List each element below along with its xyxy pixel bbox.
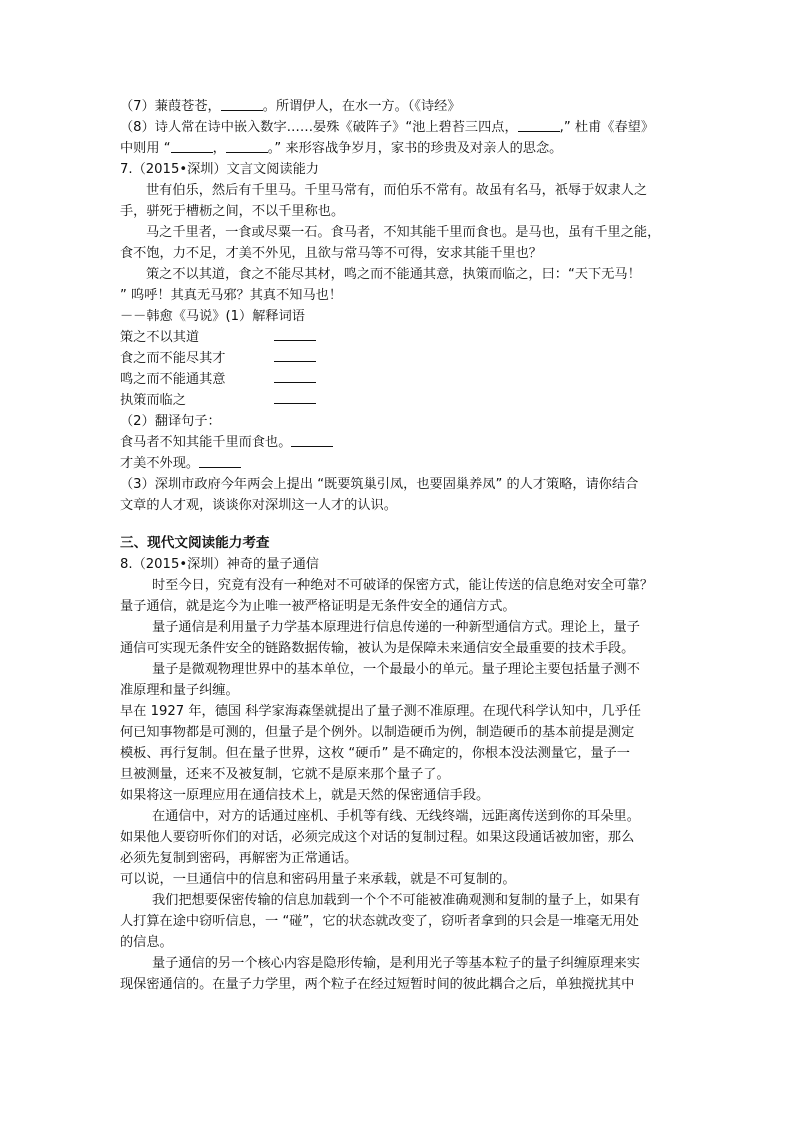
word-row (120, 369, 680, 390)
passage-line: 人打算在途中窃听信息，一 “碰”，它的状态就改变了，窃听者拿到的只会是一堆毫无用处 (120, 914, 639, 929)
passage-line: 必须先复制到密码，再解密为正常通话。 (120, 851, 358, 866)
q7-heading: 7.（2015•深圳）文言文阅读能力 (120, 162, 319, 177)
passage-line: 准原理和量子纠缠。 (120, 683, 239, 698)
poetry-q8-line1: （8）诗人常在诗中嵌入数字……晏殊《破阵子》“池上碧苔三四点， ,” 杜甫《春望》 (120, 120, 655, 135)
answer-blank[interactable] (274, 348, 316, 362)
word-term: 执策而临之 (120, 393, 186, 408)
answer-blank[interactable] (274, 369, 316, 383)
section-title: 三、现代文阅读能力考查 (120, 535, 270, 551)
answer-blank[interactable] (171, 139, 213, 153)
passage-line: 旦被测量，还来不及被复制，它就不是原来那个量子了。 (120, 767, 450, 782)
word-row (120, 327, 680, 348)
q7-passage-line: 手，骈死于槽枥之间，不以千里称也。 (120, 204, 345, 219)
poetry-q8-line2: 中则用 “ ， 。” 来形容战争岁月，家书的珍贵及对亲人的思念。 (120, 141, 563, 156)
poetry-q7: （7）蒹葭苍苍， 。所谓伊人，在水一方。（《诗经》 (120, 99, 461, 114)
q7-passage-line: 食不饱，力不足，才美不外见，且欲与常马等不可得，安求其能千里也？ (120, 246, 542, 261)
passage-line: 如果他人要窃听你们的对话，必须完成这个对话的复制过程。如果这段通话被加密，那么 (120, 830, 635, 845)
passage-line: 模板、再行复制。但在量子世界，这枚 “硬币” 是不确定的，你根本没法测量它，量子一 (120, 746, 630, 761)
passage-line: 通信可实现无条件安全的链路数据传输，被认为是保障未来通信安全最重要的技术手段。 (120, 641, 635, 656)
answer-blank[interactable] (226, 139, 268, 153)
passage-line: 在通信中，对方的话通过座机、手机等有线、无线终端，远距离传送到你的耳朵里。 (152, 809, 640, 824)
q7-passage-line: ” 呜呼！其真无马邪？其真不知马也！ (120, 288, 343, 303)
q7-passage-line: 马之千里者，一食或尽粟一石。食马者，不知其能千里而食也。是马也，虽有千里之能， (146, 225, 661, 240)
passage-line: 时至今日，究竟有没有一种绝对不可破译的保密方式，能让传送的信息绝对安全可靠？ (152, 578, 654, 593)
word-row (120, 390, 680, 411)
answer-blank[interactable] (221, 97, 263, 111)
answer-blank[interactable] (518, 118, 560, 132)
passage-line: 可以说，一旦通信中的信息和密码用量子来承载，就是不可复制的。 (120, 872, 516, 887)
answer-blank[interactable] (274, 327, 316, 341)
q7-q3-line: 文章的人才观，谈谈你对深圳这一人才的认识。 (120, 498, 397, 513)
q7-source: －－韩愈《马说》(1）解释词语 (120, 309, 305, 324)
q7-passage-line: 世有伯乐，然后有千里马。千里马常有，而伯乐不常有。故虽有名马，祇辱于奴隶人之 (146, 183, 648, 198)
translate-row: 才美不外现。 (120, 453, 680, 474)
passage-line: 的信息。 (120, 935, 173, 950)
q7-q3-line: （3）深圳市政府今年两会上提出 “既要筑巢引凤，也要固巢养凤” 的人才策略，请你结合 (120, 477, 639, 492)
passage-line: 如果将这一原理应用在通信技术上，就是天然的保密通信手段。 (120, 788, 490, 803)
passage-line: 何已知事物都是可测的，但量子是个例外。以制造硬币为例，制造硬币的基本前提是测定 (120, 725, 635, 740)
q8-passage (120, 575, 680, 995)
word-term: 食之而不能尽其才 (120, 351, 226, 366)
word-term: 策之不以其道 (120, 330, 200, 345)
answer-blank[interactable] (291, 433, 333, 447)
q7-passage-line: 策之不以其道，食之不能尽其材，鸣之而不能通其意，执策而临之，曰：“天下无马！ (146, 267, 641, 282)
passage-line: 现保密通信的。在量子力学里，两个粒子在经过短暂时间的彼此耦合之后，单独搅扰其中 (120, 977, 635, 992)
passage-line: 早在 1927 年，德国 科学家海森堡就提出了量子测不准原理。在现代科学认知中，几乎任 (120, 704, 641, 719)
answer-blank[interactable] (199, 454, 241, 468)
passage-line: 量子通信的另一个核心内容是隐形传输，是利用光子等基本粒子的量子纠缠原理来实 (152, 956, 640, 971)
q8-heading: 8.（2015•深圳）神奇的量子通信 (120, 557, 319, 572)
passage-line: 量子通信，就是迄今为止唯一被严格证明是无条件安全的通信方式。 (120, 599, 516, 614)
answer-blank[interactable] (274, 390, 316, 404)
passage-line: 我们把想要保密传输的信息加载到一个个不可能被准确观测和复制的量子上，如果有 (152, 893, 640, 908)
passage-line: 量子通信是利用量子力学基本原理进行信息传递的一种新型通信方式。理论上，量子 (152, 620, 640, 635)
word-row (120, 348, 680, 369)
word-term: 鸣之而不能通其意 (120, 372, 226, 387)
q7-q2-label: （2）翻译句子： (120, 414, 221, 429)
document-page (120, 96, 680, 995)
passage-line: 量子是微观物理世界中的基本单位，一个最最小的单元。量子理论主要包括量子测不 (152, 662, 640, 677)
translate-row: 食马者不知其能千里而食也。 (120, 432, 680, 453)
